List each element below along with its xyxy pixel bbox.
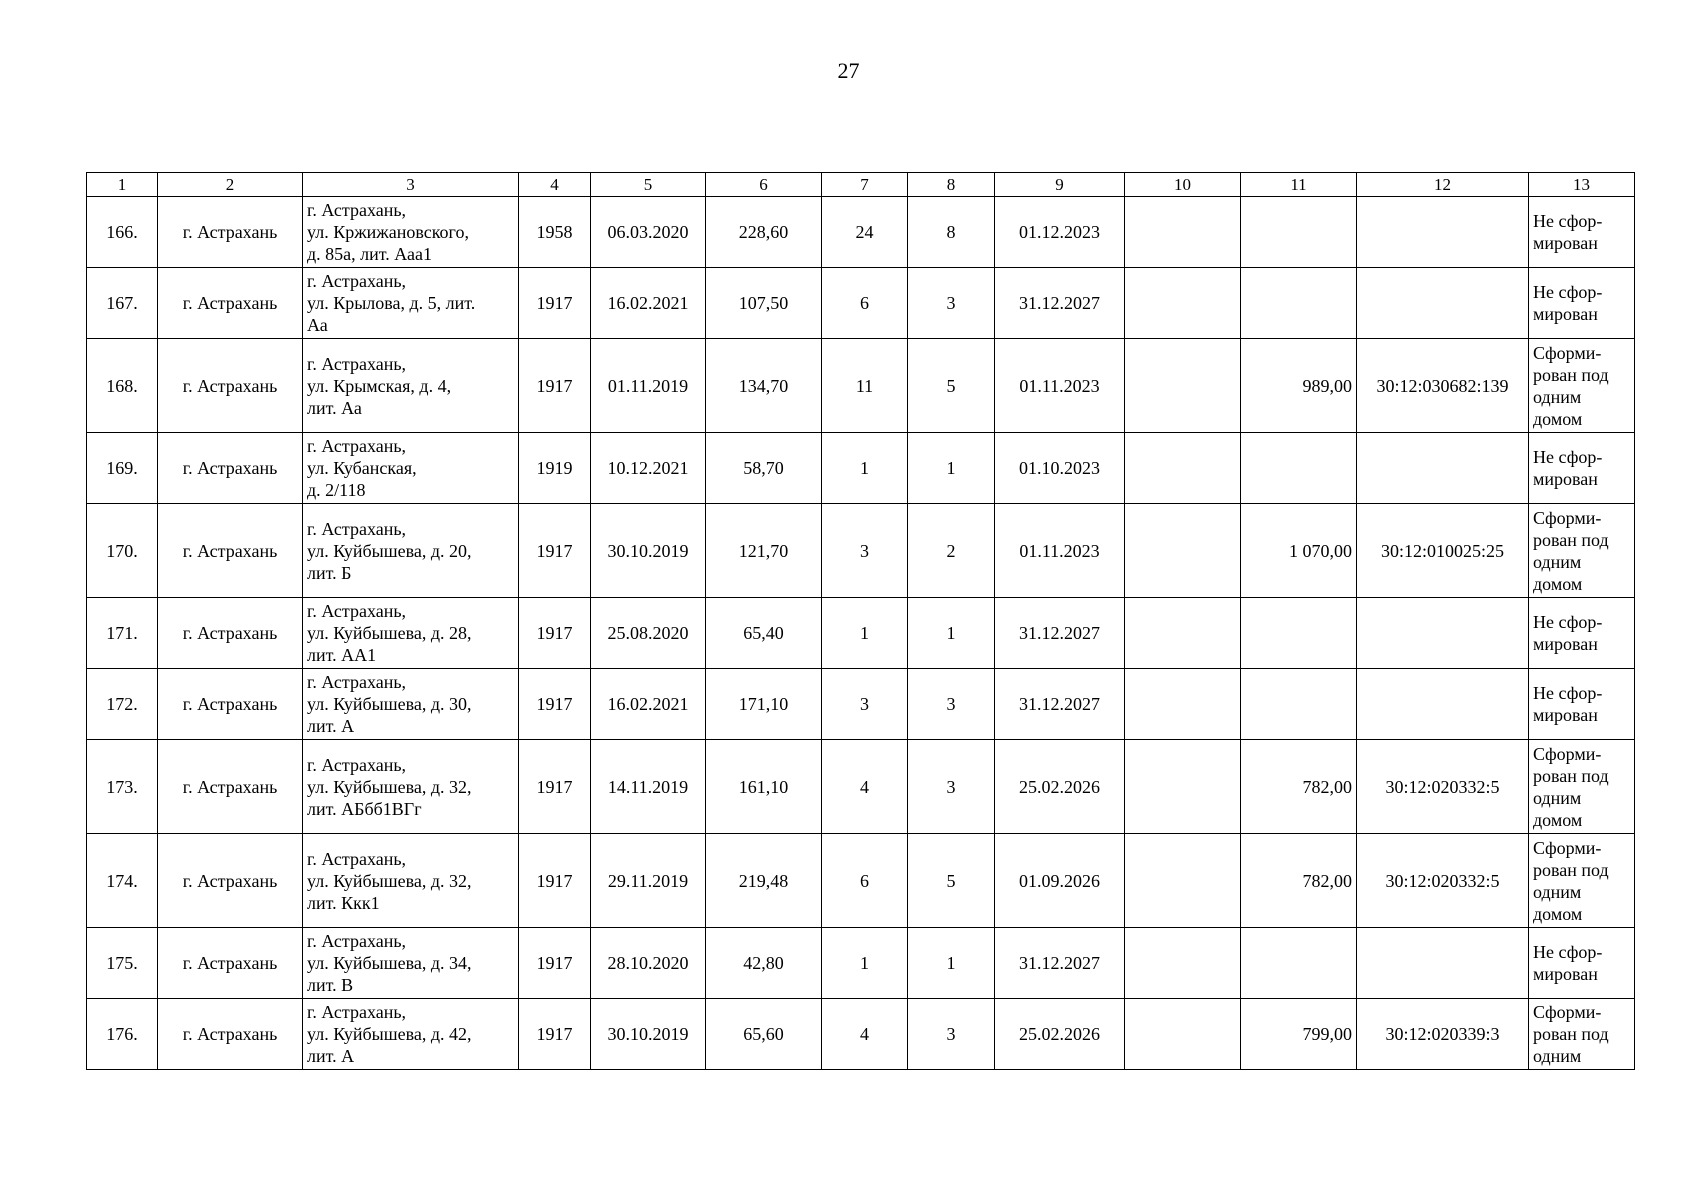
document-date-cell: 25.08.2020 [591, 598, 706, 669]
land-area-cell: 1 070,00 [1241, 504, 1357, 598]
table-row [87, 834, 1635, 928]
status-cell [1529, 197, 1635, 268]
table-body [87, 197, 1635, 1070]
column-7-cell: 3 [822, 504, 908, 598]
column-8-cell: 1 [908, 928, 995, 999]
column-7-cell: 11 [822, 339, 908, 433]
document-date-cell: 16.02.2021 [591, 669, 706, 740]
column-10-cell [1125, 197, 1241, 268]
status-cell-text: Не сфор- мирован [1533, 211, 1603, 253]
address-cell [303, 740, 519, 834]
land-area-cell: 782,00 [1241, 740, 1357, 834]
status-cell [1529, 598, 1635, 669]
table-row [87, 598, 1635, 669]
planned-date-cell: 25.02.2026 [995, 999, 1125, 1070]
row-number-cell: 166. [87, 197, 158, 268]
column-header: 6 [706, 173, 822, 197]
area-cell: 65,60 [706, 999, 822, 1070]
address-cell-text: г. Астрахань, ул. Куйбышева, д. 34, лит. В [307, 931, 472, 995]
land-area-cell [1241, 197, 1357, 268]
cadastral-number-cell [1357, 598, 1529, 669]
column-header: 4 [519, 173, 591, 197]
housing-registry-table [86, 172, 1635, 1070]
city-cell: г. Астрахань [158, 504, 303, 598]
address-cell [303, 339, 519, 433]
row-number-cell: 175. [87, 928, 158, 999]
address-cell-text: г. Астрахань, ул. Кржижановского, д. 85а, лит. Ааа1 [307, 200, 469, 264]
address-cell [303, 433, 519, 504]
city-cell: г. Астрахань [158, 598, 303, 669]
column-10-cell [1125, 598, 1241, 669]
status-cell-text: Не сфор- мирован [1533, 447, 1603, 489]
column-header: 1 [87, 173, 158, 197]
column-header: 8 [908, 173, 995, 197]
status-cell-text: Не сфор- мирован [1533, 612, 1603, 654]
city-cell: г. Астрахань [158, 197, 303, 268]
city-cell: г. Астрахань [158, 999, 303, 1070]
planned-date-cell: 01.10.2023 [995, 433, 1125, 504]
status-cell [1529, 433, 1635, 504]
address-cell [303, 834, 519, 928]
page-number: 27 [837, 58, 860, 83]
city-cell: г. Астрахань [158, 834, 303, 928]
document-date-cell: 16.02.2021 [591, 268, 706, 339]
column-header: 11 [1241, 173, 1357, 197]
address-cell [303, 999, 519, 1070]
status-cell [1529, 740, 1635, 834]
planned-date-cell: 01.11.2023 [995, 339, 1125, 433]
area-cell: 58,70 [706, 433, 822, 504]
document-date-cell: 28.10.2020 [591, 928, 706, 999]
table-row [87, 928, 1635, 999]
table-row [87, 433, 1635, 504]
column-8-cell: 1 [908, 433, 995, 504]
document-date-cell: 10.12.2021 [591, 433, 706, 504]
status-cell-text: Не сфор- мирован [1533, 282, 1603, 324]
address-cell-text: г. Астрахань, ул. Куйбышева, д. 30, лит. А [307, 672, 472, 736]
status-cell-text: Не сфор- мирован [1533, 683, 1603, 725]
column-7-cell: 1 [822, 928, 908, 999]
column-header: 2 [158, 173, 303, 197]
area-cell: 134,70 [706, 339, 822, 433]
column-7-cell: 6 [822, 834, 908, 928]
planned-date-cell: 31.12.2027 [995, 928, 1125, 999]
column-header: 5 [591, 173, 706, 197]
status-cell [1529, 834, 1635, 928]
document-date-cell: 01.11.2019 [591, 339, 706, 433]
row-number-cell: 172. [87, 669, 158, 740]
column-10-cell [1125, 504, 1241, 598]
area-cell: 161,10 [706, 740, 822, 834]
document-date-cell: 30.10.2019 [591, 999, 706, 1070]
year-cell: 1917 [519, 268, 591, 339]
cadastral-number-cell: 30:12:010025:25 [1357, 504, 1529, 598]
cadastral-number-cell [1357, 433, 1529, 504]
address-cell [303, 197, 519, 268]
document-date-cell: 14.11.2019 [591, 740, 706, 834]
year-cell: 1919 [519, 433, 591, 504]
year-cell: 1917 [519, 598, 591, 669]
status-cell-text: Сформи- рован под одним домом [1533, 342, 1609, 429]
column-7-cell: 1 [822, 433, 908, 504]
status-cell-text: Не сфор- мирован [1533, 942, 1603, 984]
column-header: 3 [303, 173, 519, 197]
address-cell-text: г. Астрахань, ул. Куйбышева, д. 42, лит. А [307, 1002, 472, 1066]
cadastral-number-cell: 30:12:020332:5 [1357, 740, 1529, 834]
column-8-cell: 8 [908, 197, 995, 268]
column-8-cell: 1 [908, 598, 995, 669]
row-number-cell: 169. [87, 433, 158, 504]
planned-date-cell: 31.12.2027 [995, 669, 1125, 740]
year-cell: 1958 [519, 197, 591, 268]
document-date-cell: 06.03.2020 [591, 197, 706, 268]
row-number-cell: 167. [87, 268, 158, 339]
land-area-cell [1241, 598, 1357, 669]
column-10-cell [1125, 928, 1241, 999]
city-cell: г. Астрахань [158, 928, 303, 999]
land-area-cell [1241, 928, 1357, 999]
status-cell-text: Сформи- рован под одним домом [1533, 837, 1609, 924]
land-area-cell [1241, 433, 1357, 504]
address-cell-text: г. Астрахань, ул. Куйбышева, д. 32, лит. Ккк1 [307, 848, 472, 913]
column-header: 10 [1125, 173, 1241, 197]
area-cell: 107,50 [706, 268, 822, 339]
year-cell: 1917 [519, 504, 591, 598]
address-cell [303, 669, 519, 740]
status-cell [1529, 268, 1635, 339]
area-cell: 42,80 [706, 928, 822, 999]
column-8-cell: 3 [908, 999, 995, 1070]
cadastral-number-cell: 30:12:030682:139 [1357, 339, 1529, 433]
address-cell [303, 504, 519, 598]
table-row [87, 339, 1635, 433]
address-cell-text: г. Астрахань, ул. Куйбышева, д. 28, лит. АА1 [307, 601, 472, 665]
city-cell: г. Астрахань [158, 740, 303, 834]
status-cell [1529, 999, 1635, 1070]
row-number-cell: 173. [87, 740, 158, 834]
status-cell [1529, 669, 1635, 740]
land-area-cell: 782,00 [1241, 834, 1357, 928]
status-cell-text: Сформи- рован под одним домом [1533, 743, 1609, 830]
row-number-cell: 168. [87, 339, 158, 433]
table-row [87, 740, 1635, 834]
area-cell: 121,70 [706, 504, 822, 598]
table-row [87, 197, 1635, 268]
area-cell: 171,10 [706, 669, 822, 740]
land-area-cell: 799,00 [1241, 999, 1357, 1070]
address-cell [303, 598, 519, 669]
column-header: 7 [822, 173, 908, 197]
column-10-cell [1125, 740, 1241, 834]
planned-date-cell: 25.02.2026 [995, 740, 1125, 834]
column-7-cell: 4 [822, 999, 908, 1070]
status-cell [1529, 504, 1635, 598]
column-8-cell: 5 [908, 339, 995, 433]
column-8-cell: 3 [908, 669, 995, 740]
year-cell: 1917 [519, 339, 591, 433]
column-8-cell: 5 [908, 834, 995, 928]
address-cell [303, 268, 519, 339]
header-row [87, 173, 1635, 197]
cadastral-number-cell [1357, 268, 1529, 339]
column-header: 13 [1529, 173, 1635, 197]
table-row [87, 504, 1635, 598]
column-7-cell: 1 [822, 598, 908, 669]
land-area-cell: 989,00 [1241, 339, 1357, 433]
status-cell [1529, 339, 1635, 433]
column-7-cell: 24 [822, 197, 908, 268]
table-row [87, 999, 1635, 1070]
column-10-cell [1125, 339, 1241, 433]
address-cell-text: г. Астрахань, ул. Куйбышева, д. 20, лит. Б [307, 518, 472, 583]
address-cell-text: г. Астрахань, ул. Кубанская, д. 2/118 [307, 436, 417, 500]
area-cell: 65,40 [706, 598, 822, 669]
planned-date-cell: 31.12.2027 [995, 598, 1125, 669]
cadastral-number-cell [1357, 928, 1529, 999]
cadastral-number-cell [1357, 669, 1529, 740]
year-cell: 1917 [519, 669, 591, 740]
land-area-cell [1241, 268, 1357, 339]
column-header: 12 [1357, 173, 1529, 197]
status-cell-text: Сформи- рован под одним домом [1533, 507, 1609, 594]
column-header: 9 [995, 173, 1125, 197]
planned-date-cell: 01.09.2026 [995, 834, 1125, 928]
column-8-cell: 3 [908, 740, 995, 834]
city-cell: г. Астрахань [158, 433, 303, 504]
row-number-cell: 171. [87, 598, 158, 669]
city-cell: г. Астрахань [158, 268, 303, 339]
status-cell [1529, 928, 1635, 999]
city-cell: г. Астрахань [158, 339, 303, 433]
year-cell: 1917 [519, 999, 591, 1070]
cadastral-number-cell: 30:12:020339:3 [1357, 999, 1529, 1070]
column-7-cell: 3 [822, 669, 908, 740]
planned-date-cell: 01.12.2023 [995, 197, 1125, 268]
table-row [87, 268, 1635, 339]
area-cell: 228,60 [706, 197, 822, 268]
address-cell [303, 928, 519, 999]
column-8-cell: 2 [908, 504, 995, 598]
planned-date-cell: 31.12.2027 [995, 268, 1125, 339]
address-cell-text: г. Астрахань, ул. Куйбышева, д. 32, лит. АБбб1ВГг [307, 754, 472, 819]
year-cell: 1917 [519, 834, 591, 928]
address-cell-text: г. Астрахань, ул. Крымская, д. 4, лит. Аа [307, 353, 452, 418]
column-10-cell [1125, 433, 1241, 504]
table-row [87, 669, 1635, 740]
column-10-cell [1125, 669, 1241, 740]
cadastral-number-cell [1357, 197, 1529, 268]
row-number-cell: 176. [87, 999, 158, 1070]
column-10-cell [1125, 268, 1241, 339]
column-7-cell: 6 [822, 268, 908, 339]
column-7-cell: 4 [822, 740, 908, 834]
planned-date-cell: 01.11.2023 [995, 504, 1125, 598]
row-number-cell: 174. [87, 834, 158, 928]
column-10-cell [1125, 999, 1241, 1070]
land-area-cell [1241, 669, 1357, 740]
address-cell-text: г. Астрахань, ул. Крылова, д. 5, лит. Аа [307, 271, 476, 335]
year-cell: 1917 [519, 928, 591, 999]
column-10-cell [1125, 834, 1241, 928]
document-date-cell: 30.10.2019 [591, 504, 706, 598]
column-8-cell: 3 [908, 268, 995, 339]
row-number-cell: 170. [87, 504, 158, 598]
status-cell-text: Сформи- рован под одним [1533, 1002, 1609, 1066]
cadastral-number-cell: 30:12:020332:5 [1357, 834, 1529, 928]
document-date-cell: 29.11.2019 [591, 834, 706, 928]
city-cell: г. Астрахань [158, 669, 303, 740]
area-cell: 219,48 [706, 834, 822, 928]
year-cell: 1917 [519, 740, 591, 834]
